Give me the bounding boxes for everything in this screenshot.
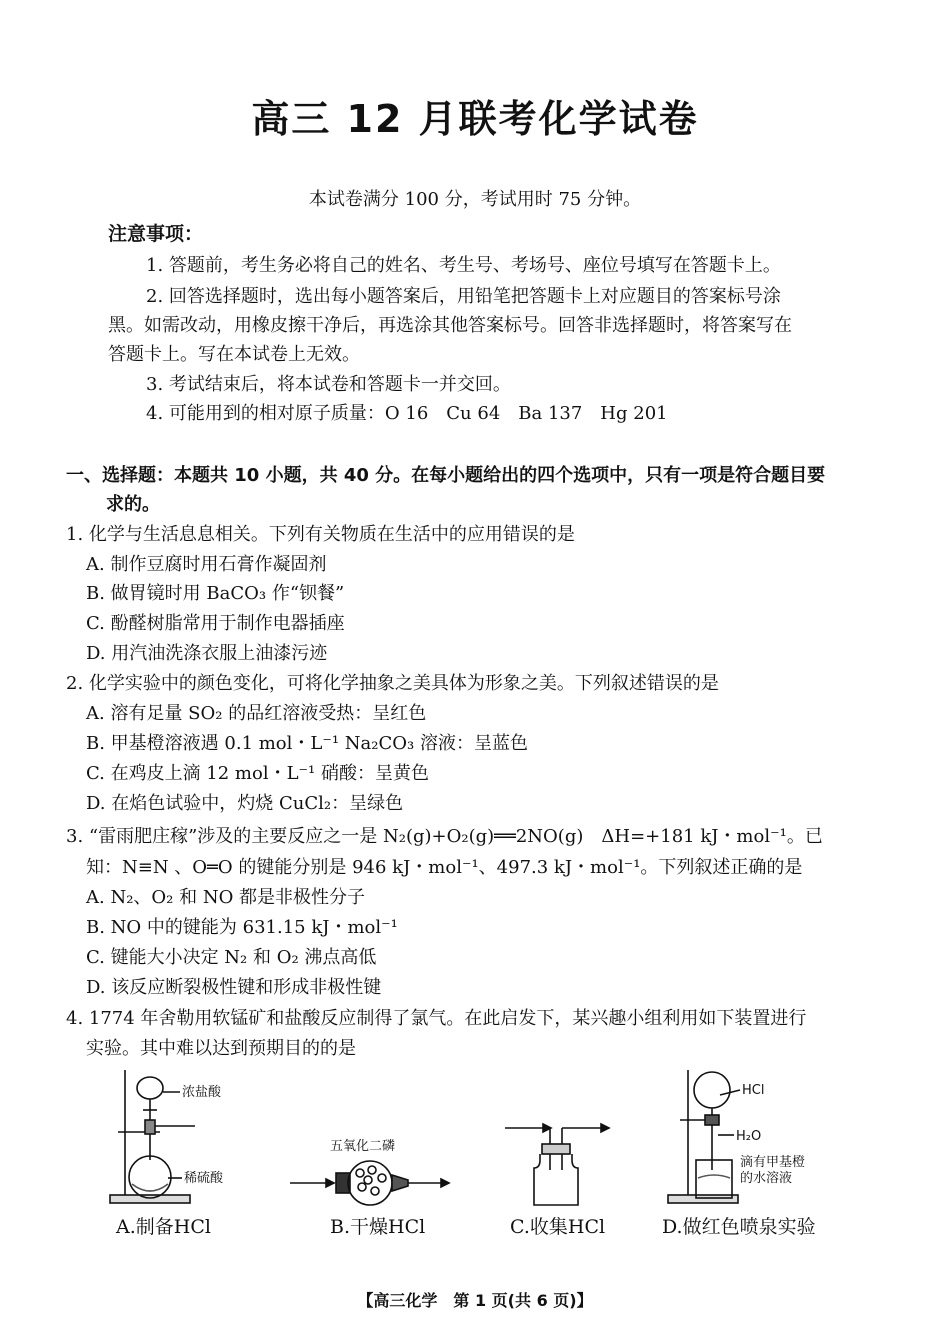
q1-option-c: C. 酚醛树脂常用于制作电器插座	[86, 613, 345, 634]
figure-label-b: B.干燥HCl	[330, 1216, 426, 1238]
q1-option-a: A. 制作豆腐时用石膏作凝固剂	[86, 554, 327, 575]
q3-option-b: B. NO 中的键能为 631.15 kJ・mol⁻¹	[86, 917, 398, 938]
label-solution-1: 滴有甲基橙	[740, 1155, 806, 1170]
apparatus-c	[505, 1124, 609, 1205]
q3-stem-b: 知：N≡N 、O═O 的键能分别是 946 kJ・mol⁻¹、497.3 kJ・mol⁻¹。下列叙述正确的是	[86, 857, 803, 878]
q2-stem: 2. 化学实验中的颜色变化，可将化学抽象之美具体为形象之美。下列叙述错误的是	[66, 673, 719, 694]
notice-heading: 注意事项：	[108, 223, 204, 245]
q3-option-d: D. 该反应断裂极性键和形成非极性键	[86, 977, 382, 998]
notice-item-1: 1. 答题前，考生务必将自己的姓名、考生号、考场号、座位号填写在答题卡上。	[146, 255, 781, 276]
label-hcl: HCl	[742, 1083, 765, 1098]
figure-label-c: C.收集HCl	[510, 1216, 606, 1238]
q4-stem-b: 实验。其中难以达到预期目的的是	[86, 1038, 356, 1059]
page-footer	[0, 1288, 950, 1311]
q1-stem: 1. 化学与生活息息相关。下列有关物质在生活中的应用错误的是	[66, 524, 575, 545]
figure-label-a: A.制备HCl	[116, 1216, 211, 1238]
q2-option-c: C. 在鸡皮上滴 12 mol・L⁻¹ 硝酸：呈黄色	[86, 763, 429, 784]
footer-text: 【高三化学 第 1 页(共 6 页)】	[357, 1291, 593, 1310]
exam-intro: 本试卷满分 100 分，考试用时 75 分钟。	[308, 189, 642, 210]
notice-item-3: 3. 考试结束后，将本试卷和答题卡一并交回。	[146, 374, 511, 395]
apparatus-b	[290, 1161, 449, 1205]
apparatus-d	[668, 1070, 740, 1203]
label-p2o5: 五氧化二磷	[330, 1139, 396, 1154]
q3-option-c: C. 键能大小决定 N₂ 和 O₂ 沸点高低	[86, 947, 377, 968]
q2-option-b: B. 甲基橙溶液遇 0.1 mol・L⁻¹ Na₂CO₃ 溶液：呈蓝色	[86, 733, 528, 754]
label-h2o: H₂O	[736, 1129, 762, 1144]
q3-option-a: A. N₂、O₂ 和 NO 都是非极性分子	[86, 887, 366, 908]
figure-label-d: D.做红色喷泉实验	[662, 1216, 816, 1238]
notice-item-2c: 答题卡上。写在本试卷上无效。	[108, 344, 360, 365]
label-solution-2: 的水溶液	[740, 1171, 793, 1186]
q2-option-a: A. 溶有足量 SO₂ 的品红溶液受热：呈红色	[86, 703, 427, 724]
q4-stem-a: 4. 1774 年舍勒用软锰矿和盐酸反应制得了氯气。在此启发下，某兴趣小组利用如下装置进行	[66, 1008, 807, 1029]
q1-option-d: D. 用汽油洗涤衣服上油漆污迹	[86, 643, 328, 664]
q3-stem-a: 3. “雷雨肥庄稼”涉及的主要反应之一是 N₂(g)+O₂(g)══2NO(g) ΔH=+181 kJ・mol⁻¹。已	[66, 826, 823, 847]
page-title: 高三 12 月联考化学试卷	[251, 97, 699, 141]
label-conc-hcl: 浓盐酸	[182, 1085, 222, 1100]
label-dil-h2so4: 稀硫酸	[184, 1171, 224, 1186]
notice-item-2b: 黑。如需改动，用橡皮擦干净后，再选涂其他答案标号。回答非选择题时，将答案写在	[108, 315, 792, 336]
section-heading-b: 求的。	[106, 494, 160, 515]
notice-item-2a: 2. 回答选择题时，选出每小题答案后，用铅笔把答题卡上对应题目的答案标号涂	[146, 286, 781, 307]
q2-option-d: D. 在焰色试验中，灼烧 CuCl₂：呈绿色	[86, 793, 404, 814]
section-heading-a: 一、选择题：本题共 10 小题，共 40 分。在每小题给出的四个选项中，只有一项是符合题目要	[66, 465, 826, 486]
q1-option-b: B. 做胃镜时用 BaCO₃ 作“钡餐”	[86, 583, 345, 604]
notice-item-4: 4. 可能用到的相对原子质量：O 16 Cu 64 Ba 137 Hg 201	[146, 403, 668, 424]
